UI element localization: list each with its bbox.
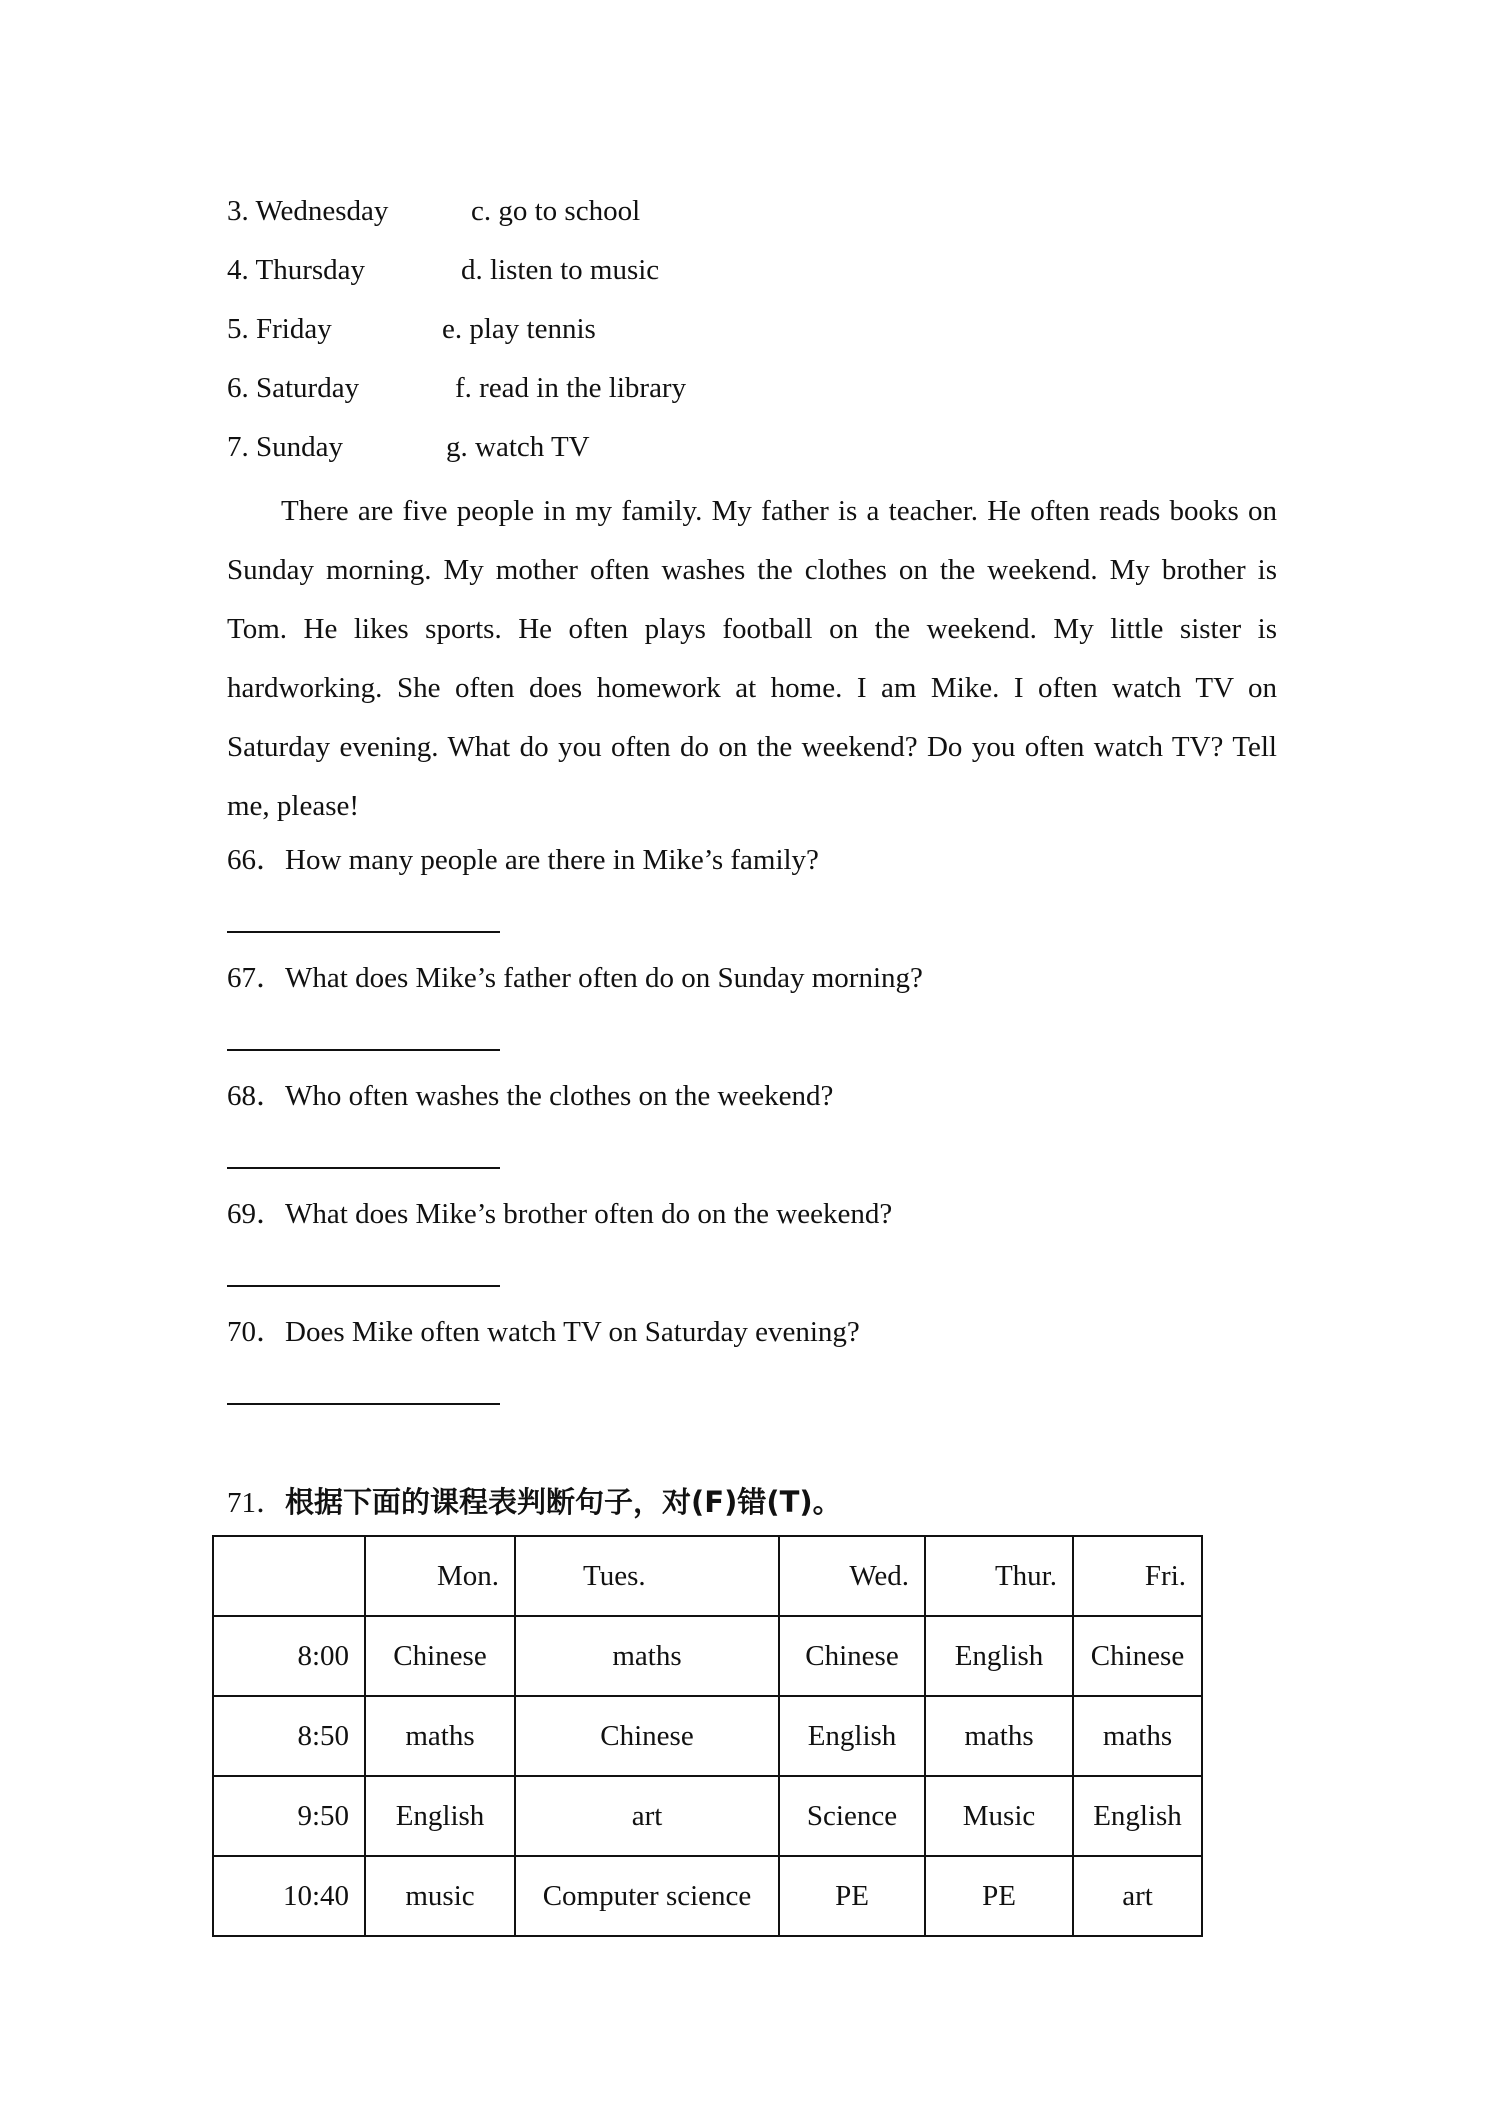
section-instruction: 根据下面的课程表判断句子，对(F)错(T)。	[285, 1485, 842, 1519]
match-left: 7. Sunday	[227, 431, 343, 463]
table-cell: English	[1073, 1776, 1202, 1856]
table-cell: music	[365, 1856, 515, 1936]
question-text: How many people are there in Mike’s family?	[285, 844, 819, 876]
table-cell: art	[1073, 1856, 1202, 1936]
answer-line-66[interactable]	[227, 931, 500, 933]
question-68	[227, 1076, 833, 1116]
match-left: 5. Friday	[227, 313, 332, 345]
table-cell: Computer science	[515, 1856, 779, 1936]
question-number: 69．	[227, 1198, 286, 1230]
match-right: d. listen to music	[461, 254, 660, 286]
table-row	[213, 1776, 1202, 1856]
match-right: f. read in the library	[455, 372, 687, 404]
table-cell: Chinese	[515, 1696, 779, 1776]
table-row	[213, 1696, 1202, 1776]
table-row	[213, 1856, 1202, 1936]
match-right: c. go to school	[471, 195, 641, 227]
table-header-cell: Wed.	[779, 1536, 925, 1616]
question-number: 70．	[227, 1316, 286, 1348]
table-header-cell	[213, 1536, 365, 1616]
table-cell-time: 10:40	[213, 1856, 365, 1936]
answer-line-67[interactable]	[227, 1049, 500, 1051]
question-number: 68．	[227, 1080, 286, 1112]
table-header-row	[213, 1536, 1202, 1616]
table-cell: maths	[365, 1696, 515, 1776]
match-item-6	[227, 368, 687, 408]
match-item-3	[227, 191, 641, 231]
table-cell: Science	[779, 1776, 925, 1856]
match-left: 6. Saturday	[227, 372, 360, 404]
table-cell: Chinese	[1073, 1616, 1202, 1696]
table-cell-time: 9:50	[213, 1776, 365, 1856]
question-text: What does Mike’s father often do on Sunday morning?	[285, 962, 923, 994]
table-cell-time: 8:50	[213, 1696, 365, 1776]
table-cell: English	[925, 1616, 1073, 1696]
table-cell: maths	[515, 1616, 779, 1696]
table-cell: English	[365, 1776, 515, 1856]
question-69	[227, 1194, 892, 1234]
table-cell: Music	[925, 1776, 1073, 1856]
answer-line-70[interactable]	[227, 1403, 500, 1405]
answer-line-69[interactable]	[227, 1285, 500, 1287]
question-number: 67．	[227, 962, 286, 994]
table-cell: English	[779, 1696, 925, 1776]
match-left: 4. Thursday	[227, 254, 366, 286]
table-header-cell: Tues.	[515, 1536, 779, 1616]
question-70	[227, 1312, 860, 1352]
question-text: What does Mike’s brother often do on the weekend?	[285, 1198, 893, 1230]
match-item-5	[227, 309, 596, 349]
table-header-cell: Mon.	[365, 1536, 515, 1616]
table-cell: art	[515, 1776, 779, 1856]
section-number: 71．	[227, 1487, 286, 1519]
table-header-cell: Thur.	[925, 1536, 1073, 1616]
question-text: Does Mike often watch TV on Saturday evening?	[285, 1316, 860, 1348]
table-cell: PE	[779, 1856, 925, 1936]
question-66	[227, 840, 819, 880]
match-right: e. play tennis	[442, 313, 596, 345]
answer-line-68[interactable]	[227, 1167, 500, 1169]
table-cell: maths	[925, 1696, 1073, 1776]
table-cell: PE	[925, 1856, 1073, 1936]
match-right: g. watch TV	[446, 431, 590, 463]
table-cell: maths	[1073, 1696, 1202, 1776]
question-number: 66．	[227, 844, 286, 876]
class-schedule-table	[212, 1535, 1203, 1937]
section-71-heading	[227, 1482, 842, 1523]
reading-passage: There are five people in my family. My father is a teacher. He often reads books on Sunday morning. My mother often washes the clothes on the weekend. My brother is Tom. He likes sports. He often plays football on the weekend. My little sister is hardworking. She often does homework at home. I am Mike. I often watch TV on Saturday evening. What do you often do on the weekend? Do you often watch TV? Tell me, please!	[227, 495, 1277, 822]
table-header-cell: Fri.	[1073, 1536, 1202, 1616]
table-cell: Chinese	[779, 1616, 925, 1696]
table-cell: Chinese	[365, 1616, 515, 1696]
match-left: 3. Wednesday	[227, 195, 389, 227]
question-67	[227, 958, 923, 998]
question-text: Who often washes the clothes on the weekend?	[285, 1080, 834, 1112]
match-item-4	[227, 250, 660, 290]
table-row	[213, 1616, 1202, 1696]
table-cell-time: 8:00	[213, 1616, 365, 1696]
match-item-7	[227, 427, 590, 467]
